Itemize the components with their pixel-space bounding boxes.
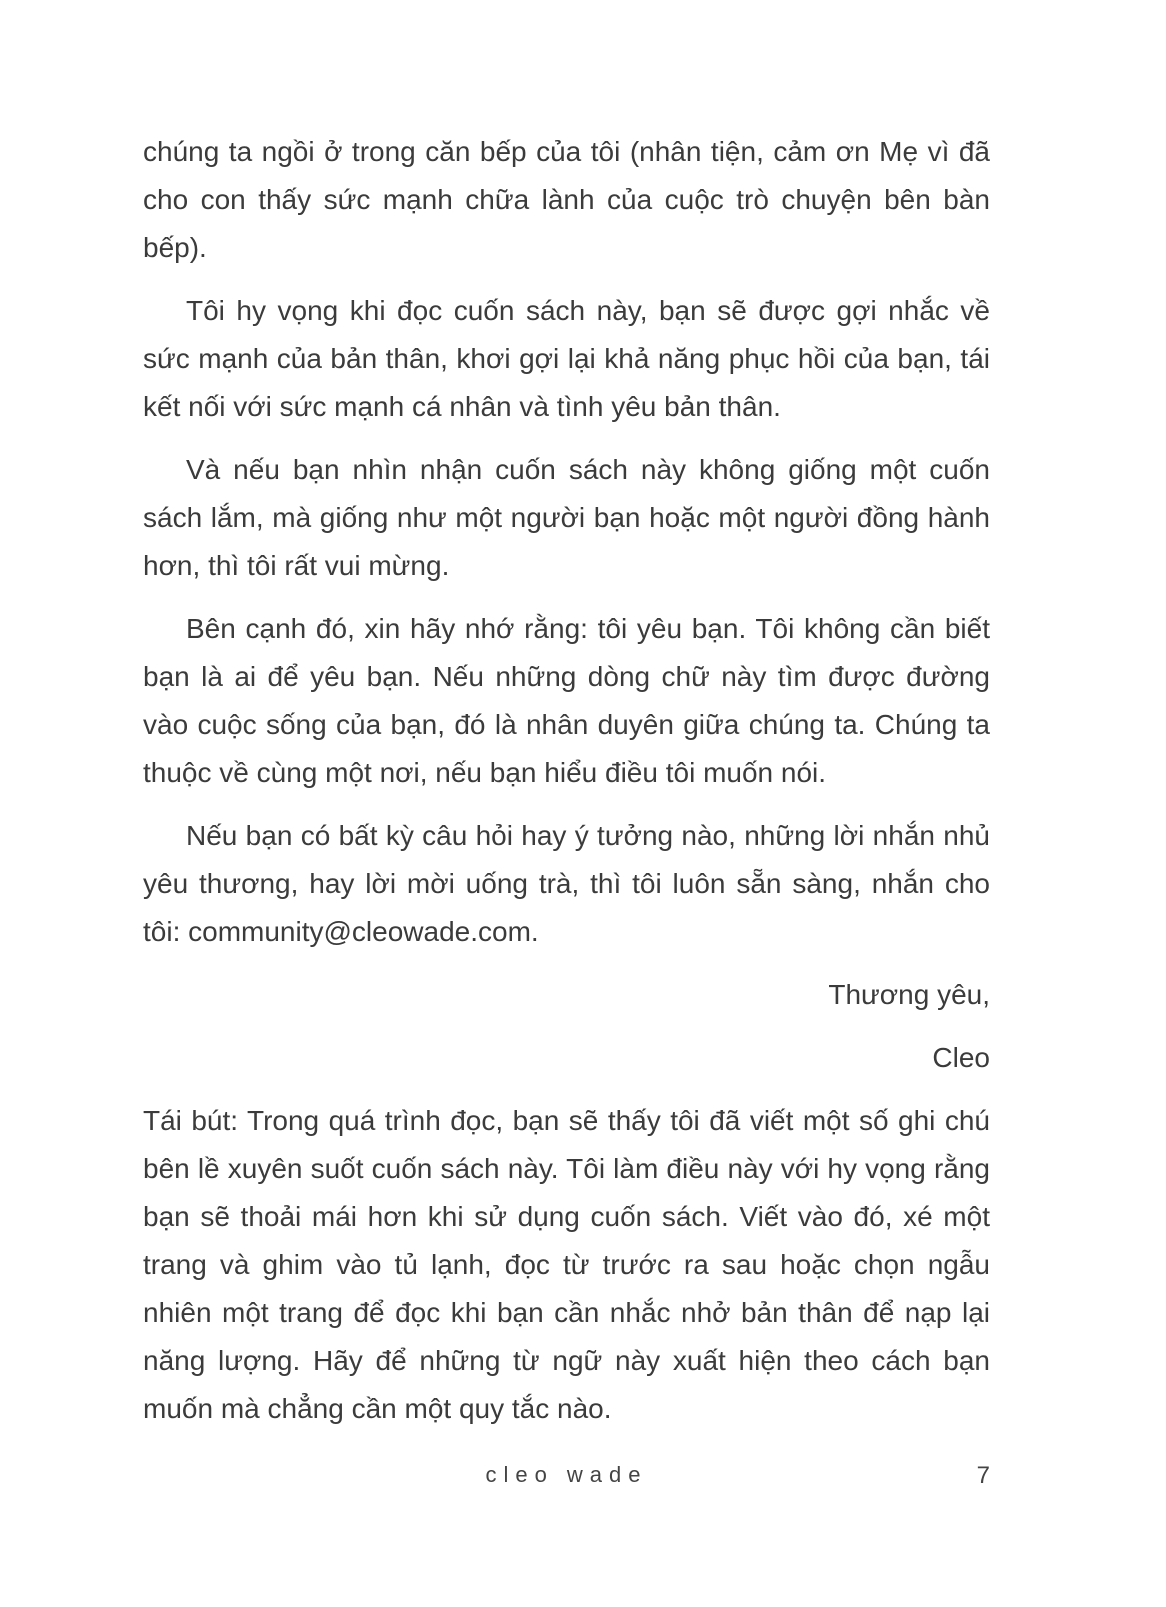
signoff-closing: Thương yêu, xyxy=(828,979,990,1010)
paragraph-hope: Tôi hy vọng khi đọc cuốn sách này, bạn sẽ được gợi nhắc về sức mạnh của bản thân, khơi gợi lại khả năng phục hồi của bạn, tái kết nối với sức mạnh cá nhân và tình yêu bản thân. xyxy=(143,295,990,422)
paragraph-continuation: chúng ta ngồi ở trong căn bếp của tôi (nhân tiện, cảm ơn Mẹ vì đã cho con thấy sức mạnh chữa lành của cuộc trò chuyện bên bàn bếp). xyxy=(143,136,990,263)
paragraph-contact: Nếu bạn có bất kỳ câu hỏi hay ý tưởng nào, những lời nhắn nhủ yêu thương, hay lời mời uống trà, thì tôi luôn sẵn sàng, nhắn cho tôi: community@cleowade.com. xyxy=(143,820,990,947)
paragraph-postscript: Tái bút: Trong quá trình đọc, bạn sẽ thấy tôi đã viết một số ghi chú bên lề xuyên suốt cuốn sách này. Tôi làm điều này với hy vọng rằng bạn sẽ thoải mái hơn khi sử dụng cuốn sách. Viết vào đó, xé một trang và ghim vào tủ lạnh, đọc từ trước ra sau hoặc chọn ngẫu nhiên một trang để đọc khi bạn cần nhắc nhở bản thân để nạp lại năng lượng. Hãy để những từ ngữ này xuất hiện theo cách bạn muốn mà chẳng cần một quy tắc nào. xyxy=(143,1105,990,1424)
paragraph-companion: Và nếu bạn nhìn nhận cuốn sách này không giống một cuốn sách lắm, mà giống như một người bạn hoặc một người đồng hành hơn, thì tôi rất vui mừng. xyxy=(143,454,990,581)
page-footer xyxy=(143,1462,990,1502)
page-number: 7 xyxy=(976,1462,990,1489)
page-text-block xyxy=(143,128,990,1448)
paragraph-love: Bên cạnh đó, xin hãy nhớ rằng: tôi yêu bạn. Tôi không cần biết bạn là ai để yêu bạn. Nếu những dòng chữ này tìm được đường vào cuộc sống của bạn, đó là nhân duyên giữa chúng ta. Chúng ta thuộc về cùng một nơi, nếu bạn hiểu điều tôi muốn nói. xyxy=(143,613,990,788)
signoff-signature: Cleo xyxy=(932,1042,990,1073)
running-title: cleo wade xyxy=(485,1462,648,1487)
